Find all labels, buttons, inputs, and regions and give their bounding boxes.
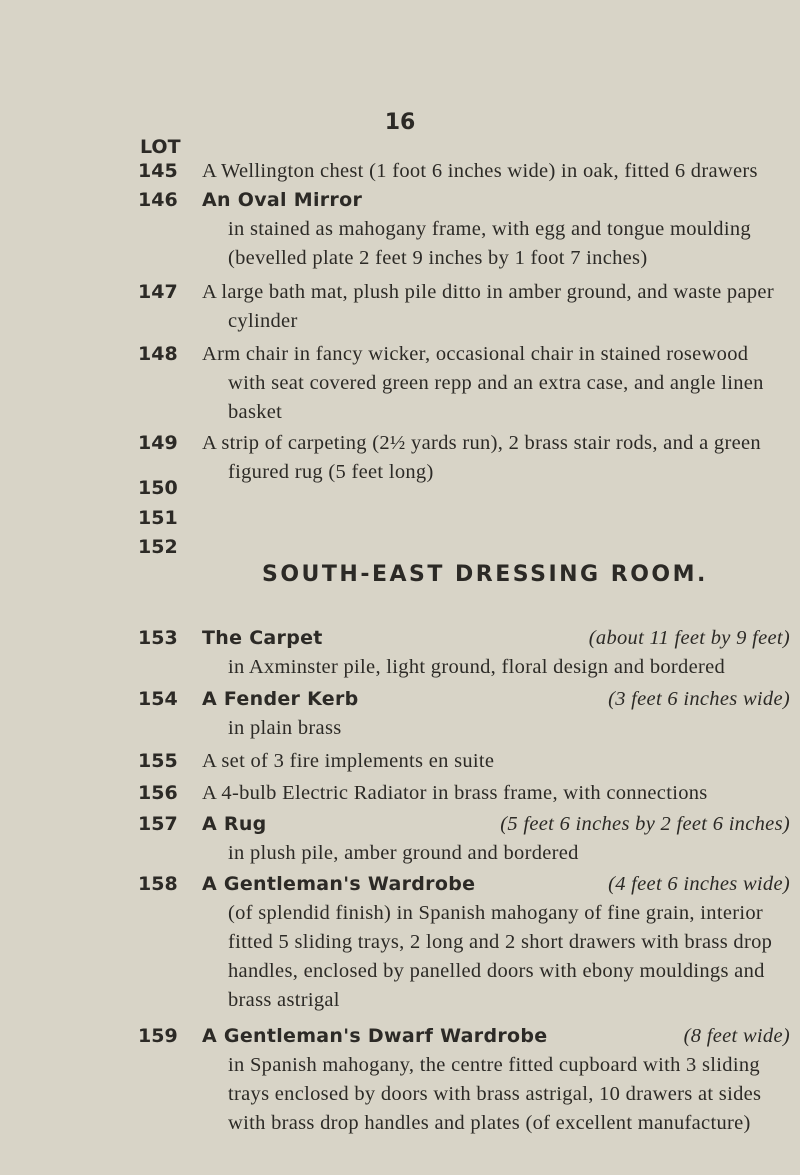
lot-detail: in plain brass	[228, 717, 342, 739]
lot-measurement: (8 feet wide)	[683, 1025, 790, 1047]
lot-detail: in plush pile, amber ground and bordered	[228, 842, 579, 864]
lot-measurement: (about 11 feet by 9 feet)	[588, 627, 790, 649]
lot-number: 158	[138, 873, 178, 895]
lot-description: A large bath mat, plush pile ditto in amber ground, and waste paper cylinder	[202, 281, 774, 332]
lot-description: A set of 3 fire implements en suite	[202, 750, 495, 772]
lot-number: 146	[138, 189, 178, 211]
lot-measurement: (4 feet 6 inches wide)	[608, 873, 790, 895]
lot-number: 149	[138, 432, 178, 454]
lot-description	[202, 810, 790, 868]
lot-description	[202, 186, 790, 273]
lot-number: 154	[138, 688, 178, 710]
lot-title: A Fender Kerb	[202, 688, 359, 710]
lot-column-header: LOT	[140, 136, 181, 158]
lot-description	[202, 870, 790, 1015]
lot-description	[202, 685, 790, 743]
lot-number: 151	[138, 507, 178, 529]
lot-description	[202, 1022, 790, 1138]
lot-number: 155	[138, 750, 178, 772]
lot-title: A Rug	[202, 813, 267, 835]
lot-description: A Wellington chest (1 foot 6 inches wide) in oak, fitted 6 drawers	[202, 160, 758, 182]
lot-title: The Carpet	[202, 627, 323, 649]
lot-number: 145	[138, 160, 178, 182]
page-number: 16	[384, 110, 416, 135]
lot-description: A strip of carpeting (2½ yards run), 2 brass stair rods, and a green figured rug (5 feet long)	[202, 432, 761, 483]
lot-number: 148	[138, 343, 178, 365]
lot-detail: (of splendid finish) in Spanish mahogany of fine grain, interior fitted 5 sliding trays, 2 long and 2 short drawers with brass drop handles, enclosed by panelled doors with ebony mouldings and brass astrigal	[228, 902, 773, 1011]
lot-detail: in Spanish mahogany, the centre fitted cupboard with 3 sliding trays enclosed by doors with brass astrigal, 10 drawers at sides with brass drop handles and plates (of excellent manufacture)	[228, 1054, 762, 1134]
lot-detail: in Axminster pile, light ground, floral design and bordered	[228, 656, 726, 678]
lot-number: 157	[138, 813, 178, 835]
lot-description: Arm chair in fancy wicker, occasional chair in stained rosewood with seat covered green repp and an extra case, and angle linen basket	[202, 343, 764, 423]
lot-description	[202, 624, 790, 682]
lot-number: 152	[138, 536, 178, 558]
lot-number: 150	[138, 477, 178, 499]
lot-number: 147	[138, 281, 178, 303]
lot-number: 156	[138, 782, 178, 804]
lot-number: 159	[138, 1025, 178, 1047]
lot-title: An Oval Mirror	[202, 189, 363, 211]
lot-measurement: (5 feet 6 inches by 2 feet 6 inches)	[500, 813, 790, 835]
lot-number: 153	[138, 627, 178, 649]
lot-title: A Gentleman's Dwarf Wardrobe	[202, 1025, 548, 1047]
lot-description: A 4-bulb Electric Radiator in brass frame, with connections	[202, 782, 708, 804]
lot-title: A Gentleman's Wardrobe	[202, 873, 476, 895]
section-title: SOUTH-EAST DRESSING ROOM.	[262, 562, 708, 587]
lot-detail: in stained as mahogany frame, with egg and tongue moulding (bevelled plate 2 feet 9 inches by 1 foot 7 inches)	[228, 218, 751, 269]
lot-measurement: (3 feet 6 inches wide)	[608, 688, 790, 710]
